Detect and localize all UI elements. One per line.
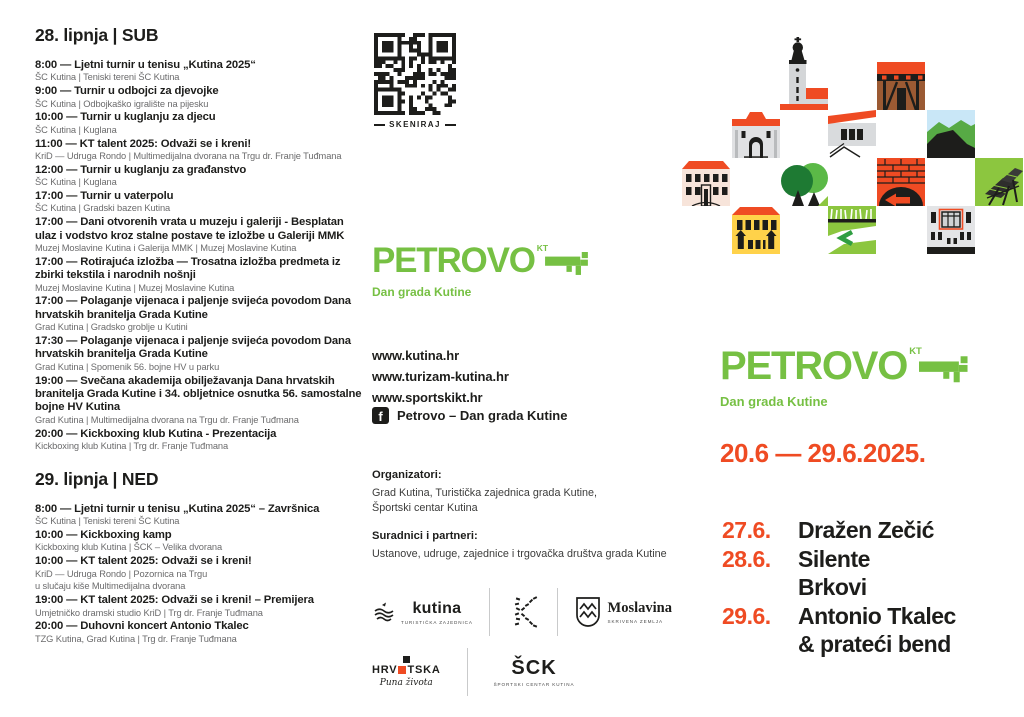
tile-trees (780, 158, 828, 206)
event-title: 17:00 — Dani otvorenih vrata u muzeju i galeriji - Besplatan ulaz i vodstvo kroz stalne postave te izložbe u Galeriji MMK (35, 216, 345, 242)
event-venue-note: u slučaju kiše Multimedijalna dvorana (35, 581, 186, 592)
event-date-range: 20.6 — 29.6.2025. (720, 438, 926, 468)
event-title: 10:00 — Kickboxing kamp (35, 529, 172, 542)
event-item (35, 335, 367, 374)
hrvatska-name-post: TSKA (407, 664, 441, 676)
qr-label-dash-right (445, 124, 456, 126)
tile-timber-house (877, 62, 925, 110)
event-item (35, 503, 367, 528)
event-title: 17:00 — Rotirajuća izložba — Trosatna izložba predmeta iz zbirki tekstila i narodnih nošnji (35, 255, 341, 282)
event-item (35, 256, 367, 295)
sck-logo-name: ŠCK (511, 657, 557, 679)
kutina-logo-name: kutina (412, 599, 462, 617)
event-venue: Grad Kutina | Gradsko groblje u Kutini (35, 322, 188, 333)
kutina-tourist-board-logo (372, 600, 473, 625)
event-item (35, 295, 367, 334)
event-item (35, 216, 367, 255)
tile-brick-bridge (877, 158, 925, 206)
event-title: 20:00 — Kickboxing klub Kutina - Prezentacija (35, 427, 277, 440)
organizers-label: Organizatori: (372, 469, 442, 481)
moslavina-logo-text (608, 600, 672, 624)
tile-yellow-house (732, 206, 780, 254)
event-title: 10:00 — Turnir u kuglanju za djecu (35, 111, 216, 124)
qr-scan-label (374, 120, 456, 129)
event-venue: ŠC Kutina | Teniski tereni ŠC Kutina (35, 72, 180, 83)
event-venue: ŠC Kutina | Kuglana (35, 124, 117, 135)
petrovo-logo-subtitle: Dan grada Kutine (372, 285, 472, 299)
petrovo-logo-right (720, 346, 971, 409)
lineup-date: 28.6. (722, 546, 771, 572)
moslavina-logo-name: Moslavina (607, 600, 672, 616)
organizers-line1: Grad Kutina, Turistička zajednica grada Kutine, (372, 486, 598, 499)
event-item (35, 620, 367, 645)
tile-hills (927, 110, 975, 158)
petrovo-logo-text: PETROVO (372, 241, 535, 280)
event-venue: Grad Kutina | Spomenik 56. bojne HV u parku (35, 361, 220, 372)
day2-events (35, 503, 367, 646)
logo-separator (467, 648, 468, 696)
event-venue: Kickboxing klub Kutina | Trg dr. Franje Tuđmana (35, 441, 229, 452)
petrovo-logo-kt-sup: KT (536, 243, 549, 253)
lineup-date: 27.6. (722, 517, 771, 543)
hrvatska-logo-subtitle: Puna života (379, 678, 433, 688)
event-item (35, 85, 367, 110)
event-title: 17:00 — Turnir u vaterpolu (35, 190, 174, 203)
websites-list (372, 345, 509, 408)
event-item (35, 164, 367, 189)
event-title: 17:30 — Polaganje vijenaca i paljenje svijeća povodom Dana hrvatskih branitelja Grada Kutine (35, 335, 351, 361)
hrvatska-red-square (398, 666, 406, 674)
hrvatska-logo-mark (403, 656, 410, 663)
event-venue: ŠC Kutina | Teniski tereni ŠC Kutina (35, 516, 180, 527)
qr-code (374, 33, 456, 115)
qr-label-dash-left (374, 124, 385, 126)
event-venue: Kickboxing klub Kutina | ŠCK – Velika dvorana (35, 542, 223, 553)
event-title: 19:00 — Svečana akademija obilježavanja Dana hrvatskih branitelja Grada Kutine i 34. obljetnice osnutka 56. samostalne bojne HV Kutina (35, 374, 362, 414)
sck-logo-subtitle: ŠPORTSKI CENTAR KUTINA (493, 682, 575, 687)
lineup-performer (798, 516, 956, 544)
tile-church-tower (780, 37, 828, 110)
event-item (35, 190, 367, 215)
lineup-performer (798, 602, 956, 658)
partners-label: Suradnici i partneri: (372, 530, 478, 542)
event-venue: Umjetničko dramski studio KriD | Trg dr. Franje Tuđmana (35, 607, 263, 618)
event-title: 12:00 — Turnir u kuglanju za građanstvo (35, 163, 247, 176)
event-venue: KriD — Udruga Rondo | Multimedijalna dvorana na Trgu dr. Franje Tuđmana (35, 151, 342, 162)
event-venue: ŠC Kutina | Kuglana (35, 177, 117, 188)
lineup-performer-line1: Antonio Tkalec (798, 603, 956, 629)
key-icon (545, 252, 591, 278)
hrvatska-name-pre: HRV (372, 664, 398, 676)
event-title: 10:00 — KT talent 2025: Odvaži se i kreni! (35, 555, 252, 568)
petrovo-logo-subtitle: Dan grada Kutine (720, 394, 828, 409)
event-title: 19:00 — KT talent 2025: Odvaži se i kreni! – Premijera (35, 594, 314, 607)
event-title: 20:00 — Duhovni koncert Antonio Tkalec (35, 620, 249, 633)
event-item (35, 138, 367, 163)
partner-logos-row1 (372, 588, 672, 636)
kutina-bird-waves-icon (372, 600, 396, 624)
tile-baroque-church (732, 110, 780, 158)
lineup-performer-line2: & prateći bend (798, 631, 951, 657)
sck-logo (494, 657, 575, 687)
petrovo-wordmark (372, 243, 591, 278)
event-title: 17:00 — Polaganje vijenaca i paljenje svijeća povodom Dana hrvatskih branitelja Grada Kutine (35, 295, 351, 321)
lineup-date: 29.6. (722, 603, 771, 629)
event-title: 8:00 — Ljetni turnir u tenisu „Kutina 2025“ (35, 59, 256, 71)
organizers-block (372, 468, 672, 517)
moslavina-logo (575, 596, 672, 628)
facebook-icon: f (372, 407, 389, 424)
event-item (35, 375, 367, 427)
grad-kutina-scatter-logo (507, 594, 541, 630)
facebook-row (372, 407, 567, 424)
website-url: www.kutina.hr (372, 348, 460, 363)
qr-label-text: SKENIRAJ (389, 120, 441, 129)
petrovo-logo-kt-sup: KT (909, 346, 922, 357)
hrvatska-logo (372, 656, 441, 688)
event-item (35, 555, 367, 593)
day1-title: 28. lipnja | SUB (35, 25, 159, 45)
logo-separator (489, 588, 490, 636)
kutina-logo-subtitle: TURISTIČKA ZAJEDNICA (401, 619, 473, 625)
event-venue: ŠC Kutina | Gradski bazen Kutina (35, 203, 171, 214)
organizers-line2: Športski centar Kutina (372, 502, 478, 514)
tile-window-facade (927, 206, 975, 254)
lineup-performer-line2: Brkovi (798, 574, 867, 600)
program-column (35, 25, 367, 647)
event-title: 8:00 — Ljetni turnir u tenisu „Kutina 2025“ – Završnica (35, 502, 320, 515)
event-item (35, 111, 367, 136)
lineup-performer (798, 545, 956, 601)
petrovo-logo-middle (372, 243, 591, 299)
partner-logos-row2 (372, 648, 574, 696)
event-item (35, 594, 367, 619)
event-venue: Muzej Moslavine Kutina | Muzej Moslavine Kutina (35, 282, 235, 293)
key-icon (919, 356, 971, 386)
facebook-page-name: Petrovo – Dan grada Kutine (397, 408, 568, 423)
partners-block (372, 529, 672, 562)
moslavina-shield-icon (575, 596, 601, 628)
moslavina-logo-subtitle: SKRIVENA ZEMLJA (607, 619, 663, 624)
event-item (35, 59, 367, 84)
event-venue: ŠC Kutina | Odbojkaško igralište na pijesku (35, 98, 209, 109)
event-title: 9:00 — Turnir u odbojci za djevojke (35, 85, 219, 98)
event-venue: KriD — Udruga Rondo | Pozornica na Trgu (35, 568, 208, 579)
hrvatska-logo-name (372, 664, 441, 676)
event-venue: Grad Kutina | Multimedijalna dvorana na Trgu dr. Franje Tuđmana (35, 414, 299, 425)
day2-title: 29. lipnja | NED (35, 468, 159, 489)
tile-manor-house (682, 158, 730, 206)
day1-events (35, 59, 367, 453)
concert-lineup (722, 516, 956, 658)
event-item (35, 428, 367, 453)
website-url: www.sportskikt.hr (372, 390, 483, 405)
event-title: 11:00 — KT talent 2025: Odvaži se i kreni! (35, 137, 251, 150)
logo-separator (557, 588, 558, 636)
partners-line1: Ustanove, udruge, zajednice i trgovačka društva grada Kutine (372, 547, 667, 560)
lineup-performer-line1: Dražen Zečić (798, 517, 934, 543)
petrovo-logo-text: PETROVO (720, 344, 908, 388)
tile-gray-building (828, 110, 876, 158)
tile-hay-rack (975, 158, 1023, 206)
website-url: www.turizam-kutina.hr (372, 369, 509, 384)
tile-field-road (828, 206, 876, 254)
kutina-logo-text (401, 600, 473, 625)
petrovo-wordmark (720, 346, 971, 386)
lineup-performer-line1: Silente (798, 546, 870, 572)
event-venue: TZG Kutina, Grad Kutina | Trg dr. Franje Tuđmana (35, 633, 237, 644)
event-venue: Muzej Moslavine Kutina i Galerija MMK | Muzej Moslavine Kutina (35, 243, 297, 254)
qr-block (374, 33, 456, 129)
event-item (35, 529, 367, 554)
